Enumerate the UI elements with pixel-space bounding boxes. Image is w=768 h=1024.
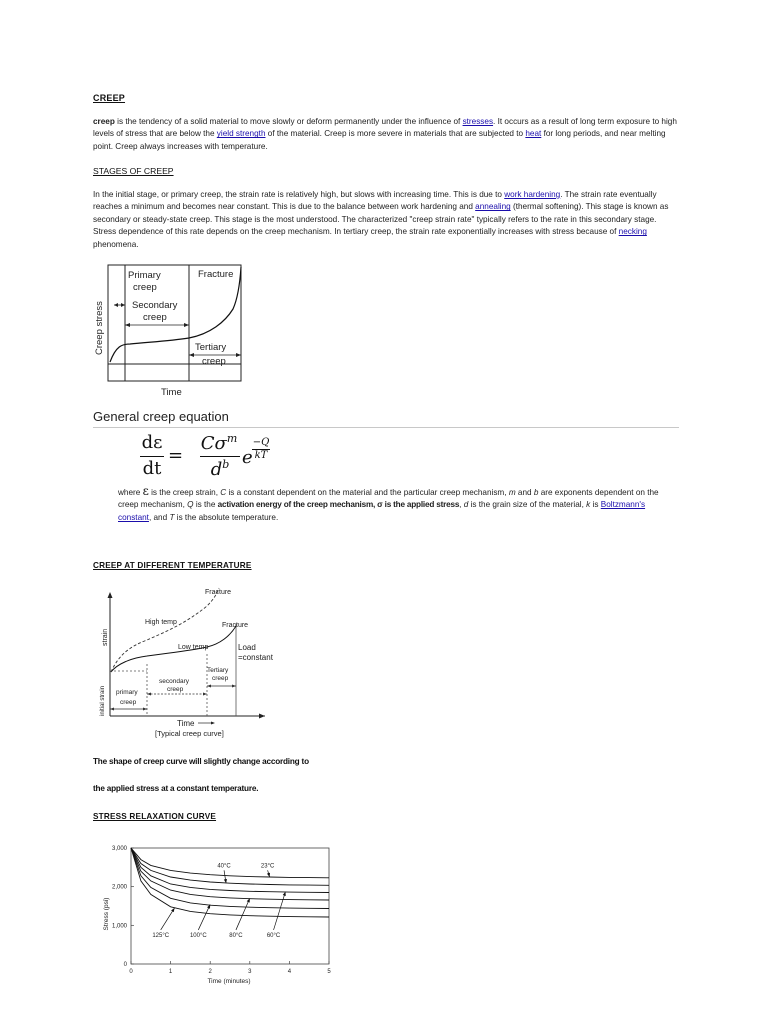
x-tick-label: 0 — [129, 969, 133, 975]
figure-typical-creep-curve — [95, 584, 285, 740]
annotation-arrowhead — [267, 873, 270, 877]
x-tick-label: 2 — [208, 969, 212, 975]
label-primary: Primary — [128, 270, 161, 281]
eq-equals: = — [168, 445, 184, 466]
label-secondary-creep: creep — [167, 686, 184, 693]
label-initial-strain: initial strain — [100, 685, 106, 716]
eq-exponent-numerator: −Q — [252, 437, 270, 448]
figure-caption: [Typical creep curve] — [155, 729, 224, 738]
label-secondary: secondary — [159, 678, 189, 685]
y-tick-label: 2,000 — [111, 884, 127, 891]
annotation-arrow — [198, 904, 210, 929]
label-load: Load — [238, 643, 256, 652]
label-secondary-creep: creep — [143, 312, 167, 323]
y-axis-strain-label: strain — [102, 628, 109, 646]
label-primary-creep: creep — [120, 699, 137, 706]
x-tick-label: 3 — [248, 969, 252, 975]
label-high-temp: High temp — [145, 619, 177, 626]
annotation-label: 23°C — [260, 863, 275, 870]
label-load-constant: =constant — [238, 653, 273, 662]
label-primary-creep: creep — [133, 282, 157, 293]
label-fracture: Fracture — [198, 269, 234, 280]
x-axis-label: Time — [161, 387, 182, 398]
note-line-2: the applied stress at a constant temperature. — [93, 784, 259, 793]
x-tick-label: 4 — [287, 969, 292, 975]
y-tick-label: 0 — [123, 962, 127, 968]
term-creep: creep — [93, 117, 115, 126]
heading-divider — [93, 427, 679, 428]
eq-rhs-denominator: $d^b$ — [210, 458, 230, 480]
label-secondary: Secondary — [132, 300, 178, 311]
link-stresses[interactable]: stresses — [462, 117, 494, 126]
link-necking[interactable]: necking — [618, 227, 647, 237]
annotation-label: 125°C — [152, 932, 170, 939]
figure-creep-stages — [90, 262, 250, 400]
link-work-hardening[interactable]: work hardening — [504, 190, 561, 199]
link-annealing[interactable]: annealing — [475, 202, 511, 212]
heading-creep: CREEP — [93, 93, 126, 103]
eq-exponential-base: e — [242, 447, 253, 468]
annotation-label: 100°C — [189, 932, 207, 939]
label-tertiary: Tertiary — [195, 342, 227, 353]
annotation-label: 80°C — [229, 932, 243, 939]
x-axis-title: Time (minutes) — [207, 978, 251, 985]
annotation-arrow — [274, 892, 286, 930]
x-tick-label: 5 — [327, 969, 331, 975]
x-tick-label: 1 — [168, 969, 173, 975]
eq-exponent-denominator: kT — [254, 450, 268, 461]
paragraph-stages: In the initial stage, or primary creep, the strain rate is relatively high, but slows with increasing time. This is due to work hardening. The strain rate eventually reaches a minimum and becomes near constant. This is due to the balance between work hardening and annealing (thermal softening). This stage is known as secondary or steady-state creep. This stage is the most understood. The characterized "creep strain rate" typically refers to the rate in this secondary stage. Stress dependence of this rate depends on the creep mechanism. In tertiary creep, the strain rate exponentially increases with stress because of necking phenomena. — [93, 190, 669, 249]
label-low-temp: Low temp — [178, 644, 209, 651]
y-tick-label: 3,000 — [111, 846, 127, 852]
heading-stress-relaxation-curve: STRESS RELAXATION CURVE — [93, 812, 217, 821]
y-axis-title: Stress (psi) — [103, 897, 110, 931]
link-boltzmann-constant[interactable]: Boltzmann's constant — [118, 500, 646, 522]
x-axis-time-label: Time — [177, 719, 195, 728]
paragraph-creep-intro: creep is the tendency of a solid material to move slowly or deform permanently under the influence of stresses. It occurs as a result of long term exposure to high levels of stress that are below the yield strength of the material. Creep is more severe in materials that are subjected to heat for long periods, and near melting point. Creep always increases with temperature. — [93, 117, 677, 151]
link-heat[interactable]: heat — [525, 129, 542, 139]
label-tertiary-creep: creep — [202, 356, 226, 367]
stress-relaxation-chart — [98, 840, 338, 988]
eq-lhs-numerator: dε — [141, 432, 163, 453]
y-axis-label: Creep stress — [94, 301, 105, 355]
label-fracture-top: Fracture — [205, 589, 232, 596]
paragraph-equation-where: where ε is the creep strain, C is a constant dependent on the material and the particular creep mechanism, m and b are exponents dependent on the creep mechanism, Q is the activation energy of the creep mechanism, σ is the applied stress, d is the grain size of the material, k is Boltzmann's constant, and T is the absolute temperature. — [118, 484, 659, 522]
heading-creep-different-temperature: CREEP AT DIFFERENT TEMPERATURE — [93, 561, 252, 570]
eq-lhs-denominator: dt — [142, 458, 162, 479]
label-tertiary: Tertiary — [207, 667, 229, 674]
eq-rhs-numerator: $C\sigma^m$ — [200, 432, 238, 454]
creep-equation — [140, 432, 300, 484]
heading-stages-of-creep: STAGES OF CREEP — [93, 166, 174, 176]
link-yield-strength[interactable]: yield strength — [216, 129, 266, 139]
annotation-label: 40°C — [217, 863, 231, 870]
annotation-arrowhead — [171, 908, 174, 912]
label-fracture-right: Fracture — [222, 622, 249, 629]
heading-general-creep-equation: General creep equation — [93, 409, 229, 424]
label-primary: primary — [116, 689, 138, 696]
label-tertiary-creep: creep — [212, 675, 229, 682]
y-tick-label: 1,000 — [111, 923, 127, 930]
annotation-arrow — [236, 898, 250, 930]
annotation-label: 60°C — [266, 932, 281, 939]
note-line-1: The shape of creep curve will slightly change according to — [93, 757, 309, 766]
